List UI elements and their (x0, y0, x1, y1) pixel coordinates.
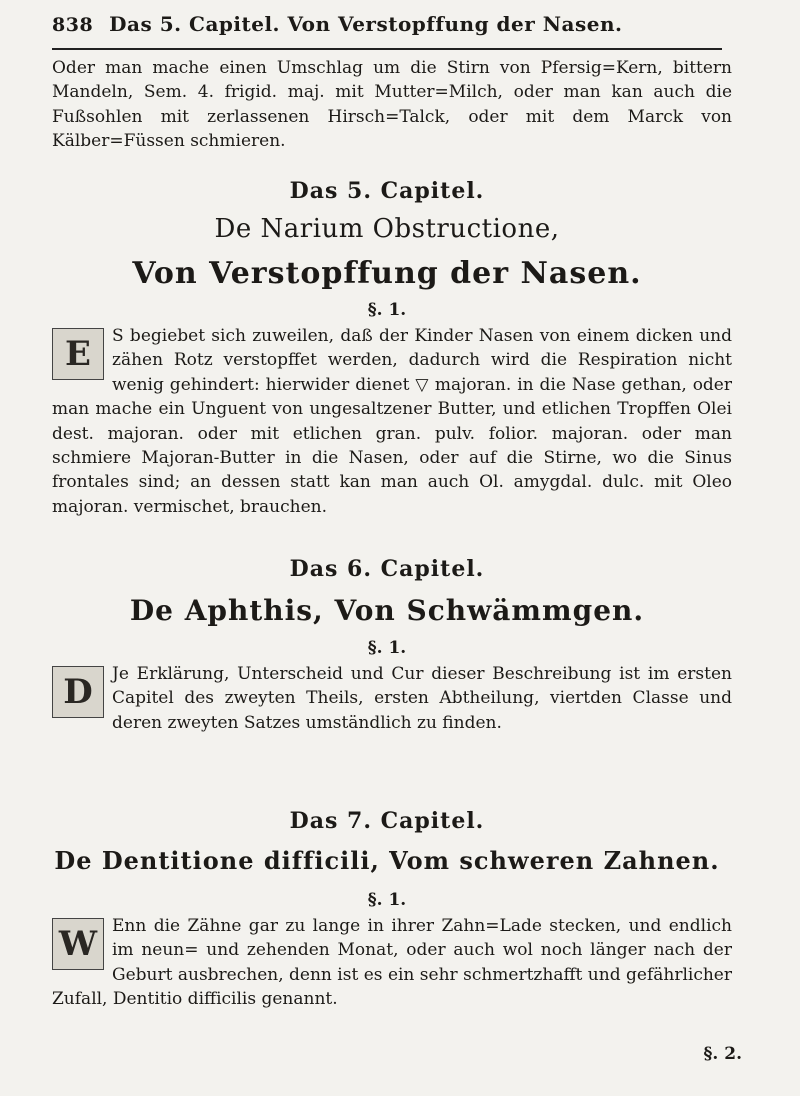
decorated-initial: W (52, 918, 104, 970)
chapter-5-text: S begiebet sich zuweilen, daß der Kinder Nasen von einem dicken und zähen Rotz verstopffet werden, dadurch wird die Respiration nicht wenig gehindert: hierwider dienet ▽ majoran. in die Nase gethan, oder man mache ein Unguent von ungesaltzener Butter, und etlichen Tropffen Olei dest. majoran. oder mit etlichen gran. pulv. folior. majoran. oder man schmiere Majoran-Butter in die Nasen, oder auf die Stirne, wo die Sinus frontales sind; an dessen statt kan man auch Ol. amygdal. dulc. mit Oleo majoran. vermischet, brauchen. (52, 326, 732, 517)
catchword: §. 2. (703, 1044, 742, 1064)
decorated-initial: D (52, 666, 104, 718)
chapter-7-title: De Dentitione difficili, Vom schweren Zahnen. (54, 846, 720, 875)
chapter-6-paragraph (52, 662, 732, 735)
chapter-7-heading: Das 7. Capitel. (289, 808, 485, 834)
page-header (52, 12, 742, 46)
chapter-6-title: De Aphthis, Von Schwämmgen. (129, 594, 645, 627)
chapter-5-paragraph (52, 324, 732, 519)
chapter-6-text: Je Erklärung, Unterscheid und Cur dieser Beschreibung ist im ersten Capitel des zweyten Theils, ersten Abtheilung, viertden Classe und deren zweyten Satzes umständlich zu finden. (112, 664, 732, 733)
running-title: Das 5. Capitel. Von Verstopffung der Nasen. (109, 12, 623, 36)
chapter-6-heading: Das 6. Capitel. (289, 556, 485, 582)
page-number: 838 (52, 14, 94, 36)
chapter-7-section: §. 1. (367, 890, 407, 910)
chapter-5-german-title: Von Verstopffung der Nasen. (132, 256, 642, 291)
intro-paragraph: Oder man mache einen Umschlag um die Stirn von Pfersig=Kern, bittern Mandeln, Sem. 4. frigid. maj. mit Mutter=Milch, oder man kan auch die Fußsohlen mit zerlassenen Hirsch=Talck, oder mit dem Marck von Kälber=Füssen schmieren. (52, 58, 732, 152)
chapter-7-text: Enn die Zähne gar zu lange in ihrer Zahn=Lade stecken, und endlich im neun= und zehenden Monat, oder auch wol noch länger nach der Geburt ausbrechen, denn ist es ein sehr schmertzhafft und gefährlicher Zufall, Dentitio difficilis genannt. (52, 916, 732, 1010)
chapter-5-heading: Das 5. Capitel. (289, 178, 485, 204)
decorated-initial: E (52, 328, 104, 380)
header-rule (52, 48, 722, 50)
chapter-5-section: §. 1. (367, 300, 407, 320)
chapter-7-paragraph (52, 914, 732, 1012)
chapter-6-section: §. 1. (367, 638, 407, 658)
chapter-5-latin-title: De Narium Obstructione, (214, 214, 560, 244)
